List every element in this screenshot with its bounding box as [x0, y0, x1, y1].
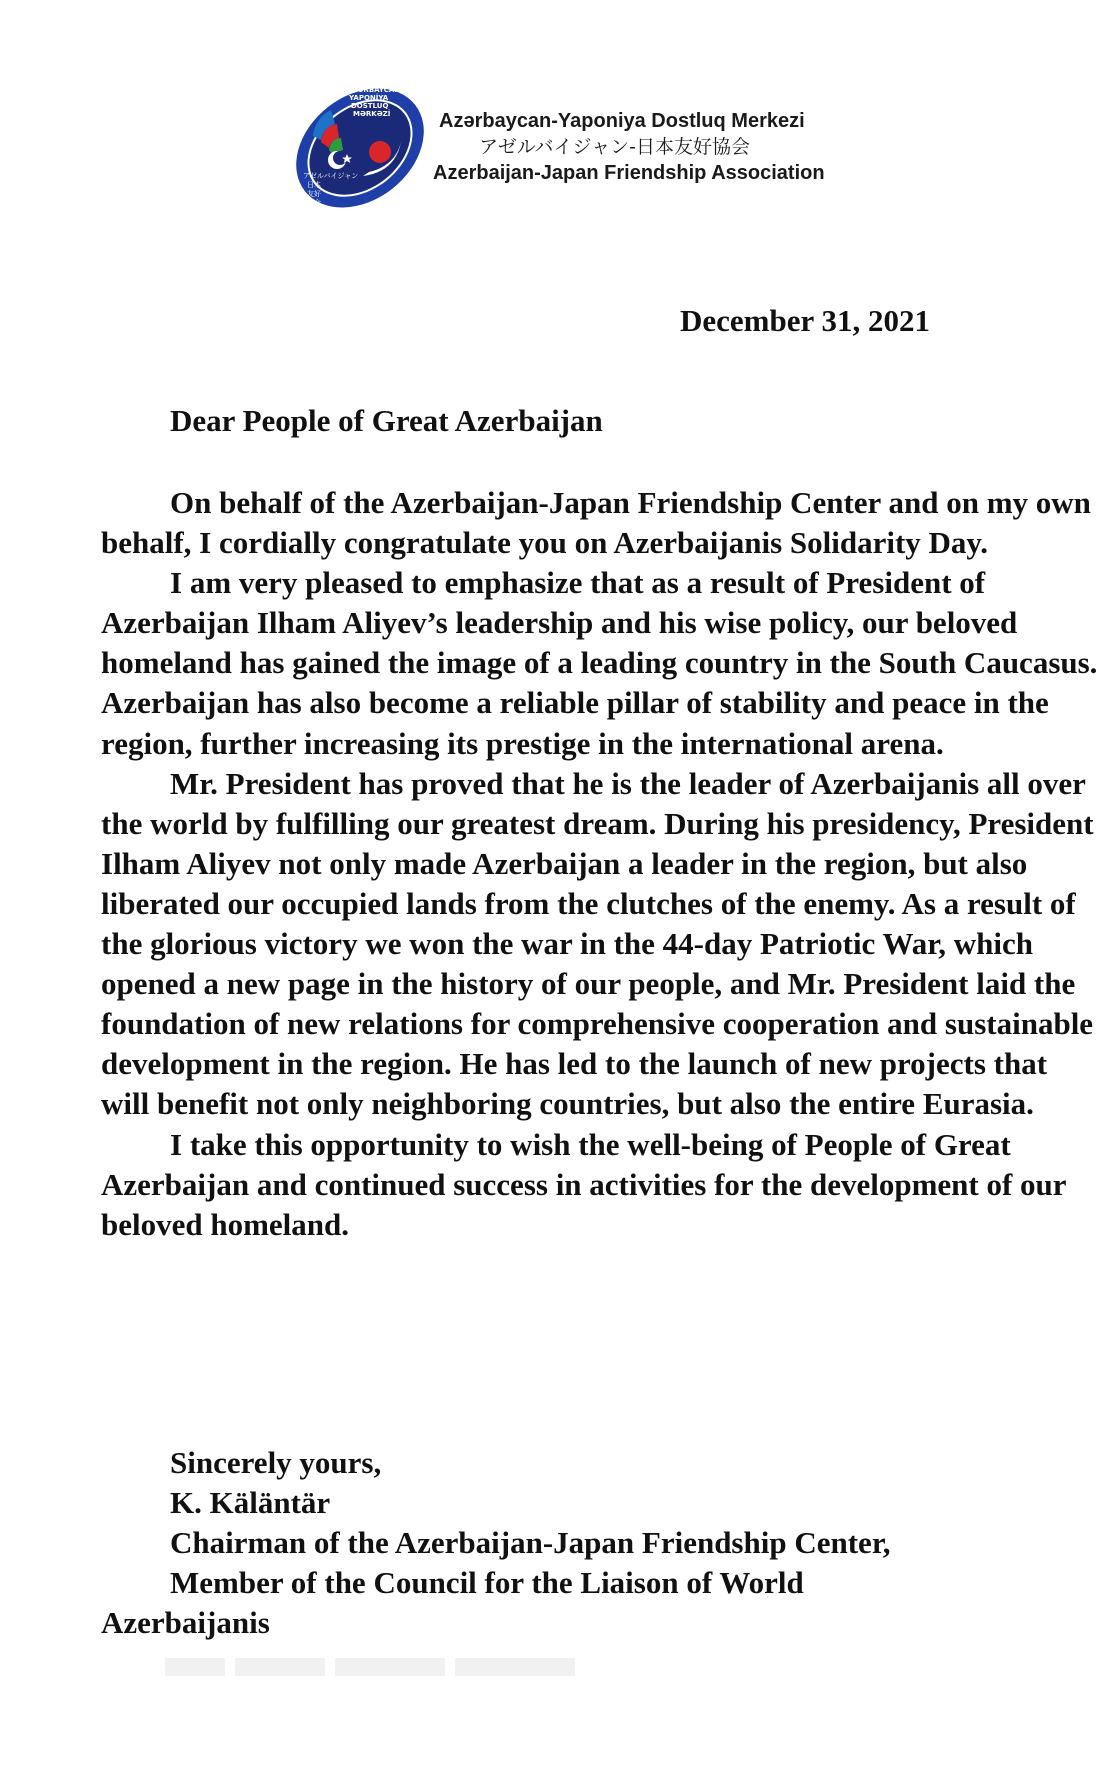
- signatory-name: K. Käläntär: [170, 1485, 331, 1521]
- org-name-english: Azerbaijan-Japan Friendship Association: [433, 162, 825, 184]
- paragraph-leadership: I am very pleased to emphasize that as a result of President of Azerbaijan Ilham Aliyev’s leadership and his wise policy, our beloved homeland has gained the image of a leading country in the South Caucasus. Azerbaijan has also become a reliable pillar of stability and peace in the region, further increasing its prestige in the international arena.: [101, 565, 1098, 761]
- org-name-japanese: アゼルバイジャン-日本友好協会: [479, 136, 750, 158]
- organization-names: [433, 108, 825, 186]
- letterhead: [285, 68, 865, 228]
- paragraph-victory: Mr. President has proved that he is the leader of Azerbaijanis all over the world by fulfilling our greatest dream. During his presidency, President Ilham Aliyev not only made Azerbaijan a leader in the region, but also liberated our occupied lands from the clutches of the enemy. As a result of the glorious victory we won the war in the 44-day Patriotic War, which opened a new page in the history of our people, and Mr. President laid the foundation of new relations for comprehensive cooperation and sustainable development in the region. He has led to the launch of new projects that will benefit not only neighboring countries, but also the entire Eurasia.: [101, 765, 1094, 1122]
- svg-text:YAPONİYA: YAPONİYA: [349, 94, 389, 102]
- signatory-title: Chairman of the Azerbaijan-Japan Friendship Center,: [170, 1525, 891, 1561]
- svg-text:AZƏRBAYCAN: AZƏRBAYCAN: [347, 86, 401, 94]
- svg-text:友好: 友好: [307, 190, 321, 198]
- svg-text:DOSTLUQ: DOSTLUQ: [351, 102, 389, 110]
- svg-text:アゼルバイジャン: アゼルバイジャン: [303, 172, 359, 180]
- svg-text:協会: 協会: [307, 199, 321, 207]
- letter-date: December 31, 2021: [680, 303, 930, 338]
- paragraph-wishes: I take this opportunity to wish the well-being of People of Great Azerbaijan and continued success in activities for the development of our beloved homeland.: [101, 1126, 1066, 1242]
- svg-text:日本: 日本: [307, 181, 321, 189]
- paragraph-congratulation: On behalf of the Azerbaijan-Japan Friendship Center and on my own behalf, I cordially congratulate you on Azerbaijanis Solidarity Day.: [101, 485, 1091, 561]
- org-name-azerbaijani: Azərbaycan-Yaponiya Dostluq Merkezi: [439, 110, 805, 132]
- salutation: Dear People of Great Azerbaijan: [170, 403, 603, 438]
- letter-body: [101, 483, 1101, 1245]
- signatory-council-title-end: Azerbaijanis: [101, 1605, 270, 1641]
- signature-block: [101, 1443, 1101, 1643]
- association-logo: [285, 68, 435, 228]
- closing-phrase: Sincerely yours,: [170, 1445, 382, 1480]
- svg-text:MƏRKƏZİ: MƏRKƏZİ: [353, 110, 391, 118]
- signatory-council-title: Member of the Council for the Liaison of World: [170, 1565, 804, 1601]
- faded-residual-text: [165, 1652, 585, 1682]
